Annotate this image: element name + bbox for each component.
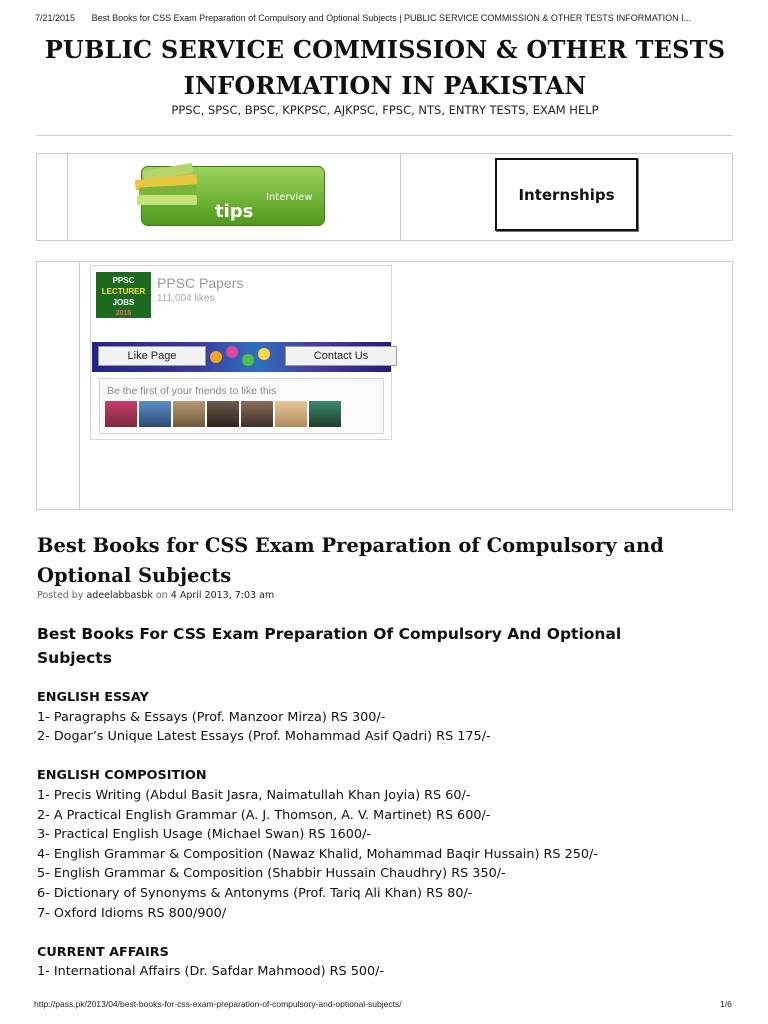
print-footer-url: http://pass.pk/2013/04/best-books-for-css-exam-preparation-of-compulsory-and-optional-subjects/: [34, 999, 402, 1009]
friend-avatar[interactable]: [139, 401, 171, 427]
page-logo-line4: 2015: [115, 310, 132, 317]
section-heading: ENGLISH COMPOSITION: [37, 768, 207, 784]
site-title[interactable]: [30, 32, 740, 104]
on-label: on: [155, 590, 168, 601]
book-list-item: 6- Dictionary of Synonyms & Antonyms (Prof. Tariq Ali Khan) RS 80/-: [37, 885, 473, 901]
page-logo-line3: JOBS: [112, 298, 135, 307]
post-date-link[interactable]: 4 April 2013, 7:03 am: [170, 590, 275, 601]
print-date: 7/21/2015: [35, 13, 76, 23]
flower-decoration-icon: [226, 346, 238, 358]
book-list-item: 2- Dogar’s Unique Latest Essays (Prof. Mohammad Asif Qadri) RS 175/-: [37, 729, 491, 745]
site-title-line1[interactable]: PUBLIC SERVICE COMMISSION & OTHER TESTS: [44, 35, 726, 64]
post-subtitle-line1: Best Books For CSS Exam Preparation Of Compulsory And Optional: [37, 625, 622, 643]
friend-avatar[interactable]: [207, 401, 239, 427]
internships-banner[interactable]: Internships: [495, 158, 638, 231]
post-subtitle-line2: Subjects: [37, 649, 112, 667]
print-header: [35, 13, 755, 23]
book-icon: [137, 195, 197, 205]
friend-avatar[interactable]: [173, 401, 205, 427]
print-footer-page: 1/6: [720, 999, 732, 1009]
post-title-line2[interactable]: Optional Subjects: [37, 564, 232, 587]
facebook-page-plugin: [90, 265, 392, 440]
tips-banner-word: tips: [215, 201, 254, 222]
page-cover-image: [92, 342, 391, 372]
post-author-link[interactable]: adeelabbasbk: [86, 590, 153, 601]
post-title[interactable]: [37, 531, 737, 591]
post-meta: [37, 590, 274, 601]
print-page-title: Best Books for CSS Exam Preparation of Compulsory and Optional Subjects | PUBLIC SERVICE COMMISSION & OTHER TESTS INFORMATION I...: [91, 13, 692, 23]
section-heading: CURRENT AFFAIRS: [37, 944, 169, 960]
friends-like-panel: [99, 378, 384, 434]
friend-avatar[interactable]: [241, 401, 273, 427]
section-spacer: [37, 747, 737, 767]
header-divider: [36, 135, 733, 136]
posted-by-label: Posted by: [37, 590, 84, 601]
flower-decoration-icon: [258, 348, 270, 360]
book-list-item: 7- Oxford Idioms RS 800/900/: [37, 905, 227, 921]
interview-tips-banner[interactable]: [135, 159, 327, 229]
friend-avatar[interactable]: [275, 401, 307, 427]
widget-column-divider: [400, 154, 401, 240]
book-list-item: 1- International Affairs (Dr. Safdar Mahmood) RS 500/-: [37, 964, 385, 980]
post-content: [37, 688, 737, 982]
section-heading: ENGLISH ESSAY: [37, 690, 149, 705]
section-spacer: [37, 923, 737, 943]
friend-avatar[interactable]: [105, 401, 137, 427]
page-likes-count: 111,004 likes: [157, 293, 215, 304]
like-page-button[interactable]: Like Page: [98, 346, 206, 366]
book-list-item: 3- Practical English Usage (Michael Swan) RS 1600/-: [37, 827, 371, 843]
book-list-item: 5- English Grammar & Composition (Shabbir Hussain Chaudhry) RS 350/-: [37, 866, 506, 882]
book-list-item: 1- Precis Writing (Abdul Basit Jasra, Naimatullah Khan Joyia) RS 60/-: [37, 787, 471, 803]
widget-column-left: [37, 262, 80, 509]
friend-avatar[interactable]: [309, 401, 341, 427]
post-title-line1[interactable]: Best Books for CSS Exam Preparation of Compulsory and: [37, 534, 664, 557]
page-name-link[interactable]: PPSC Papers: [157, 275, 244, 291]
page-logo-line1: PPSC: [112, 276, 135, 285]
flower-decoration-icon: [210, 351, 222, 363]
banner-widget-row: [36, 153, 733, 241]
book-list-item: 1- Paragraphs & Essays (Prof. Manzoor Mirza) RS 300/-: [37, 709, 386, 725]
friends-like-text: Be the first of your friends to like this: [107, 385, 277, 397]
tips-banner-subtitle: Interview: [266, 192, 313, 203]
page-logo[interactable]: [96, 272, 151, 318]
page-logo-line2: LECTURER: [101, 287, 146, 296]
site-title-line2[interactable]: INFORMATION IN PAKISTAN: [183, 71, 587, 100]
widget-column-left: [37, 154, 68, 240]
site-description: PPSC, SPSC, BPSC, KPKPSC, AJKPSC, FPSC, NTS, ENTRY TESTS, EXAM HELP: [171, 103, 599, 117]
post-subtitle: [37, 622, 737, 670]
facebook-widget-row: [36, 261, 733, 510]
contact-us-button[interactable]: Contact Us: [285, 346, 397, 366]
flower-decoration-icon: [242, 354, 254, 366]
book-list-item: 2- A Practical English Grammar (A. J. Thomson, A. V. Martinet) RS 600/-: [37, 807, 491, 823]
book-list-item: 4- English Grammar & Composition (Nawaz Khalid, Mohammad Baqir Hussain) RS 250/-: [37, 846, 598, 862]
